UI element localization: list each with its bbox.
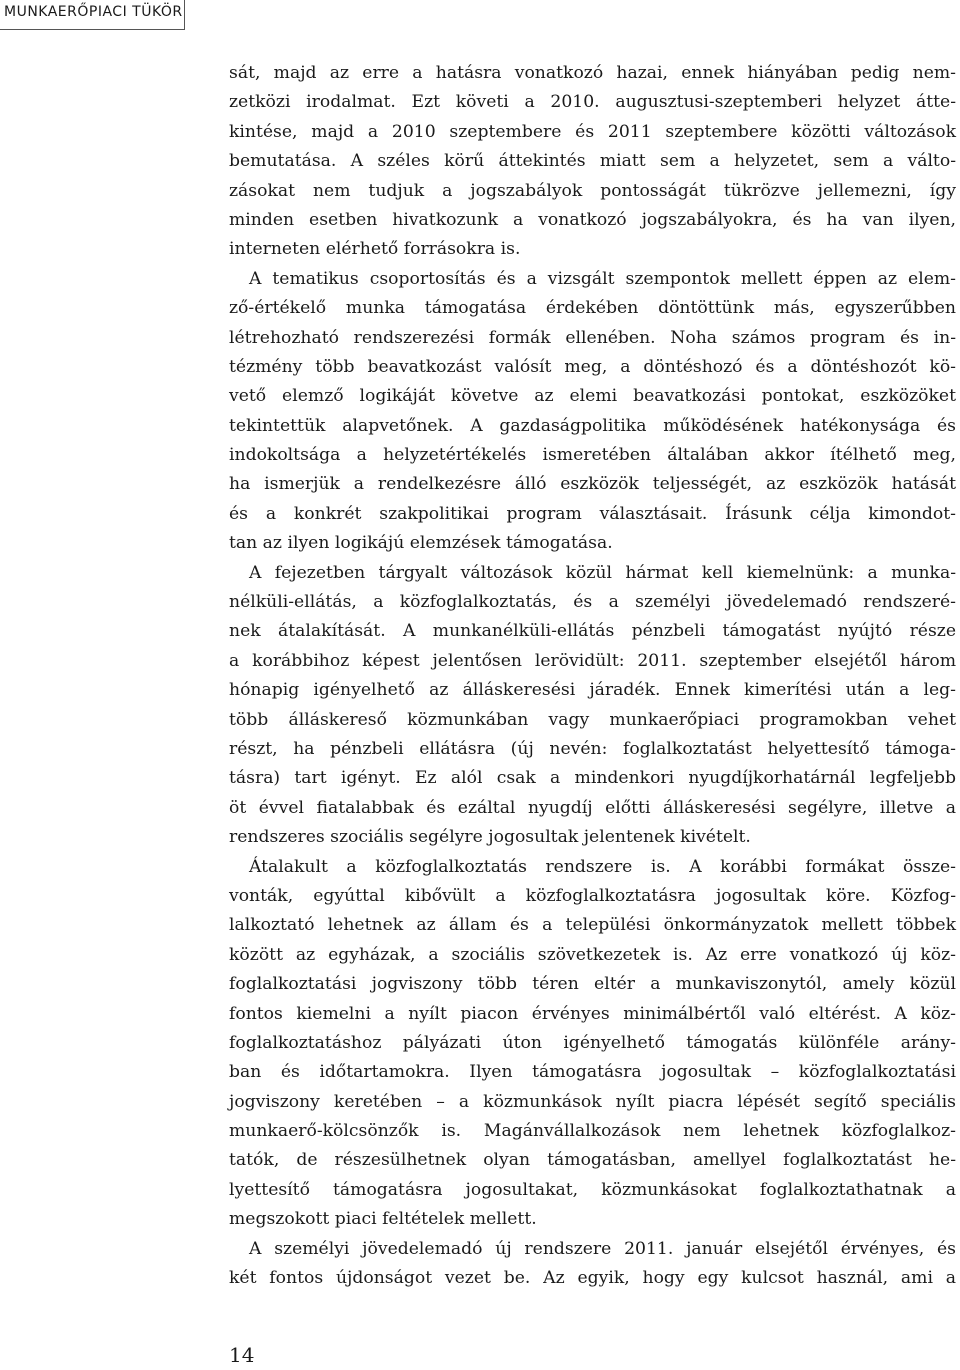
text-line: foglalkoztatáshoz pályázati úton igényelhető támogatás különféle arány- bbox=[229, 1032, 956, 1053]
text-line: részt, ha pénzbeli ellátásra (új nevén: foglalkoztatást helyettesítő támoga- bbox=[229, 738, 956, 759]
text-line: bemutatása. A széles körű áttekintés miatt sem a helyzetet, sem a válto- bbox=[229, 151, 956, 172]
text-line: létrehozható rendszerezési formák ellenében. Noha számos program és in- bbox=[229, 327, 956, 348]
text-line: A fejezetben tárgyalt változások közül hármat kell kiemelnünk: a munka- bbox=[249, 562, 956, 583]
text-line: tekintettük alapvetőnek. A gazdaságpolitika működésének hatékonysága és bbox=[229, 415, 956, 436]
paragraph bbox=[229, 853, 956, 1235]
text-line: ha ismerjük a rendelkezésre álló eszközök teljességét, az eszközök hatását bbox=[229, 474, 956, 495]
text-line: két fontos újdonságot vezet be. Az egyik, hogy egy kulcsot használ, ami a bbox=[229, 1268, 956, 1289]
text-line: tatók, de részesülhetnek olyan támogatásban, amellyel foglalkoztatást he- bbox=[229, 1150, 956, 1171]
text-line: fontos kiemelni a nyílt piacon érvényes minimálbértől való eltérést. A köz- bbox=[229, 1003, 956, 1024]
text-line: között az egyházak, a szociális szövetkezetek is. Az erre vonatkozó új köz- bbox=[229, 944, 956, 965]
text-line: minden esetben hivatkozunk a vonatkozó jogszabályokra, és ha van ilyen, bbox=[229, 209, 956, 230]
paragraph bbox=[229, 59, 956, 265]
text-line: vonták, egyúttal kibővült a közfoglalkoztatásra jogosultak köre. Közfog- bbox=[229, 885, 956, 906]
text-line: A tematikus csoportosítás és a vizsgált szempontok mellett éppen az elem- bbox=[249, 268, 956, 289]
running-header bbox=[0, 0, 185, 30]
text-line: jogviszony keretében – a közmunkások nyílt piacra lépését segítő speciális bbox=[229, 1091, 956, 1112]
text-line: ban és időtartamokra. Ilyen támogatásra jogosultak – közfoglalkoztatási bbox=[229, 1062, 956, 1083]
body-text bbox=[229, 59, 956, 1293]
text-line: indokoltsága a helyzetértékelés ismeretében általában akkor ítélhető meg, bbox=[229, 445, 956, 466]
text-line: foglalkoztatási jogviszony több téren eltér a munkaviszonytól, amely közül bbox=[229, 974, 956, 995]
text-line: Átalakult a közfoglalkoztatás rendszere is. A korábbi formákat össze- bbox=[249, 856, 956, 877]
text-line: munkaerő-kölcsönzők is. Magánvállalkozások nem lehetnek közfoglalkoz- bbox=[229, 1121, 956, 1142]
text-line: kintése, majd a 2010 szeptembere és 2011 szeptembere közötti változások bbox=[229, 121, 956, 142]
paragraph bbox=[229, 1235, 956, 1294]
paragraph bbox=[229, 559, 956, 853]
text-line: tásra) tart igényt. Ez alól csak a mindenkori nyugdíjkorhatárnál legfeljebb bbox=[229, 768, 956, 789]
text-line: hónapig igényelhető az álláskeresési járadék. Ennek kimerítési után a leg- bbox=[229, 680, 956, 701]
text-line: zásokat nem tudjuk a jogszabályok pontosságát tükrözve jellemezni, így bbox=[229, 180, 956, 201]
paragraph bbox=[229, 265, 956, 559]
text-line: tézmény több beavatkozást valósít meg, a döntéshozó és a döntéshozót kö- bbox=[229, 356, 956, 377]
text-line: megszokott piaci feltételek mellett. bbox=[229, 1209, 537, 1230]
text-line: a korábbihoz képest jelentősen lerövidült: 2011. szeptember elsejétől három bbox=[229, 650, 956, 671]
text-line: A személyi jövedelemadó új rendszere 2011. január elsejétől érvényes, és bbox=[249, 1238, 956, 1259]
text-line: nélküli-ellátás, a közfoglalkoztatás, és a személyi jövedelemadó rendszeré- bbox=[229, 592, 956, 613]
text-line: rendszeres szociális segélyre jogosultak jelentenek kivételt. bbox=[229, 827, 751, 848]
text-line: nek átalakítását. A munkanélküli-ellátás pénzbeli támogatást nyújtó része bbox=[229, 621, 956, 642]
text-line: tan az ilyen logikájú elemzések támogatása. bbox=[229, 533, 613, 554]
text-line: több álláskereső közmunkában vagy munkaerőpiaci programokban vehet bbox=[229, 709, 956, 730]
text-line: lalkoztató lehetnek az állam és a települési önkormányzatok mellett többek bbox=[229, 915, 956, 936]
text-line: zetközi irodalmat. Ezt követi a 2010. augusztusi-szeptemberi helyzet átte- bbox=[229, 92, 956, 113]
text-line: ző-értékelő munka támogatása érdekében döntöttünk más, egyszerűbben bbox=[229, 298, 956, 319]
text-line: lyettesítő támogatásra jogosultakat, közmunkásokat foglalkoztathatnak a bbox=[229, 1179, 956, 1200]
page-number: 14 bbox=[229, 1343, 255, 1367]
text-line: öt évvel fiatalabbak és ezáltal nyugdíj előtti álláskeresési segélyre, illetve a bbox=[229, 797, 956, 818]
text-line: és a konkrét szakpolitikai program választásait. Írásunk célja kimondot- bbox=[229, 503, 956, 524]
text-line: vető elemző logikáját követve az elemi beavatkozási pontokat, eszközöket bbox=[229, 386, 956, 407]
section-title: MUNKAERŐPIACI TÜKÖR bbox=[4, 4, 183, 20]
text-line: sát, majd az erre a hatásra vonatkozó hazai, ennek hiányában pedig nem- bbox=[229, 63, 956, 83]
text-line: interneten elérhető forrásokra is. bbox=[229, 239, 521, 260]
